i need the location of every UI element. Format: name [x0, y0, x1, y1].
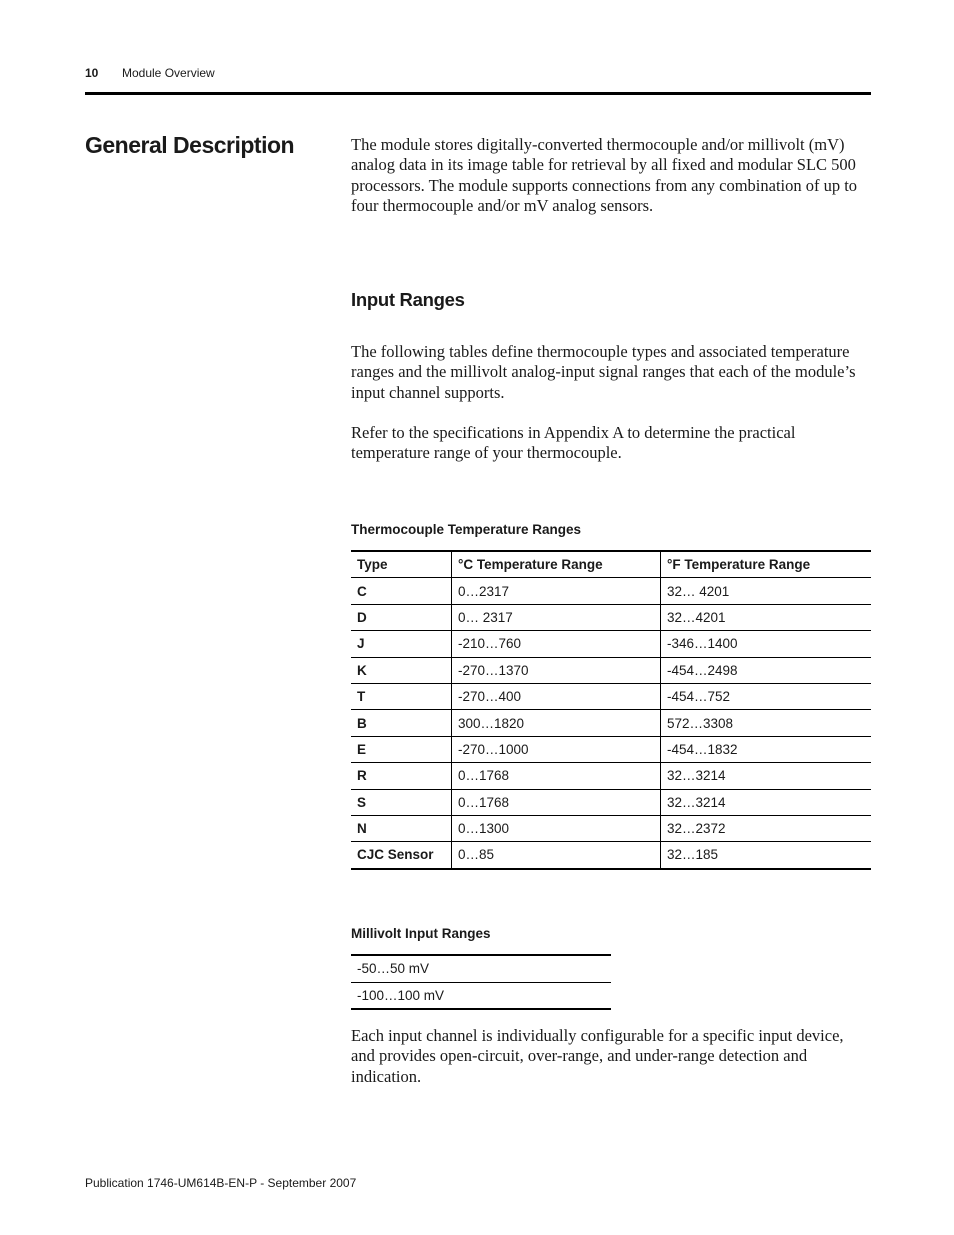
table-row [351, 657, 871, 683]
cell-fahrenheit: 32…3214 [661, 763, 872, 789]
closing-paragraph: Each input channel is individually configurable for a specific input device, and provides open-circuit, over-range, and under-range detection and indication. [351, 1026, 844, 1086]
table-row [351, 982, 611, 1009]
cell-type: S [351, 789, 452, 815]
cell-celsius: 0…1768 [452, 763, 661, 789]
refer-paragraph: Refer to the specifications in Appendix A to determine the practical temperature range of your thermocouple. [351, 423, 796, 463]
section-title: General Description [85, 132, 295, 158]
cell-type: C [351, 578, 452, 604]
cell-type: T [351, 683, 452, 709]
cell-fahrenheit: -454…1832 [661, 736, 872, 762]
cell-type: CJC Sensor [357, 847, 434, 863]
table-row [351, 763, 871, 789]
cell-celsius: -270…400 [452, 683, 661, 709]
cell-celsius: 0…85 [452, 842, 661, 869]
cell-type: E [351, 736, 452, 762]
cell-type: N [351, 815, 452, 841]
table-row [351, 955, 611, 982]
subsection-title: Input Ranges [351, 289, 465, 310]
tables-paragraph: The following tables define thermocouple types and associated temperature ranges and the millivolt analog-input signal ranges that each of the module’s input channel supports. [351, 342, 856, 402]
cell-fahrenheit: -346…1400 [661, 631, 872, 657]
cell-celsius: -270…1000 [452, 736, 661, 762]
running-head: Module Overview [122, 66, 215, 80]
page-header [85, 66, 871, 95]
cell-celsius: 0… 2317 [452, 604, 661, 630]
cell-celsius: 0…1768 [452, 789, 661, 815]
cell-celsius: -270…1370 [452, 657, 661, 683]
cell-fahrenheit: 32…3214 [661, 789, 872, 815]
cell-fahrenheit: 32…185 [661, 842, 872, 869]
cell-fahrenheit: -454…2498 [661, 657, 872, 683]
cell-type: J [351, 631, 452, 657]
thermocouple-table [351, 550, 871, 870]
header-type: Type [351, 551, 452, 578]
table-row [351, 736, 871, 762]
cell-millivolt-range: -100…100 mV [357, 987, 445, 1003]
table-row [351, 578, 871, 604]
header-celsius: °C Temperature Range [452, 551, 661, 578]
table-row [351, 604, 871, 630]
cell-type: R [351, 763, 452, 789]
page-number: 10 [85, 66, 99, 80]
intro-paragraph: The module stores digitally-converted thermocouple and/or millivolt (mV) analog data in its image table for retrieval by all fixed and modular SLC 500 processors. The module supports connections from any combination of up to four thermocouple and/or mV analog sensors. [351, 135, 858, 215]
table-row [351, 842, 871, 869]
cell-celsius: 300…1820 [452, 710, 661, 736]
table-row [351, 683, 871, 709]
millivolt-table [351, 954, 611, 1010]
thermocouple-table-caption: Thermocouple Temperature Ranges [351, 522, 582, 537]
cell-fahrenheit: 32…4201 [661, 604, 872, 630]
table-row [351, 789, 871, 815]
cell-type: K [351, 657, 452, 683]
millivolt-table-caption: Millivolt Input Ranges [351, 926, 491, 941]
cell-millivolt-range: -50…50 mV [351, 955, 611, 982]
cell-celsius: 0…2317 [452, 578, 661, 604]
table-header-row [351, 551, 871, 578]
table-row [351, 815, 871, 841]
cell-fahrenheit: -454…752 [661, 683, 872, 709]
page-footer: Publication 1746-UM614B-EN-P - September 2007 [85, 1176, 357, 1190]
table-row [351, 631, 871, 657]
cell-type: B [351, 710, 452, 736]
cell-fahrenheit: 572…3308 [661, 710, 872, 736]
table-row [351, 710, 871, 736]
header-fahrenheit: °F Temperature Range [661, 551, 872, 578]
cell-fahrenheit: 32… 4201 [661, 578, 872, 604]
cell-celsius: -210…760 [452, 631, 661, 657]
cell-celsius: 0…1300 [452, 815, 661, 841]
cell-type: D [351, 604, 452, 630]
cell-fahrenheit: 32…2372 [661, 815, 872, 841]
